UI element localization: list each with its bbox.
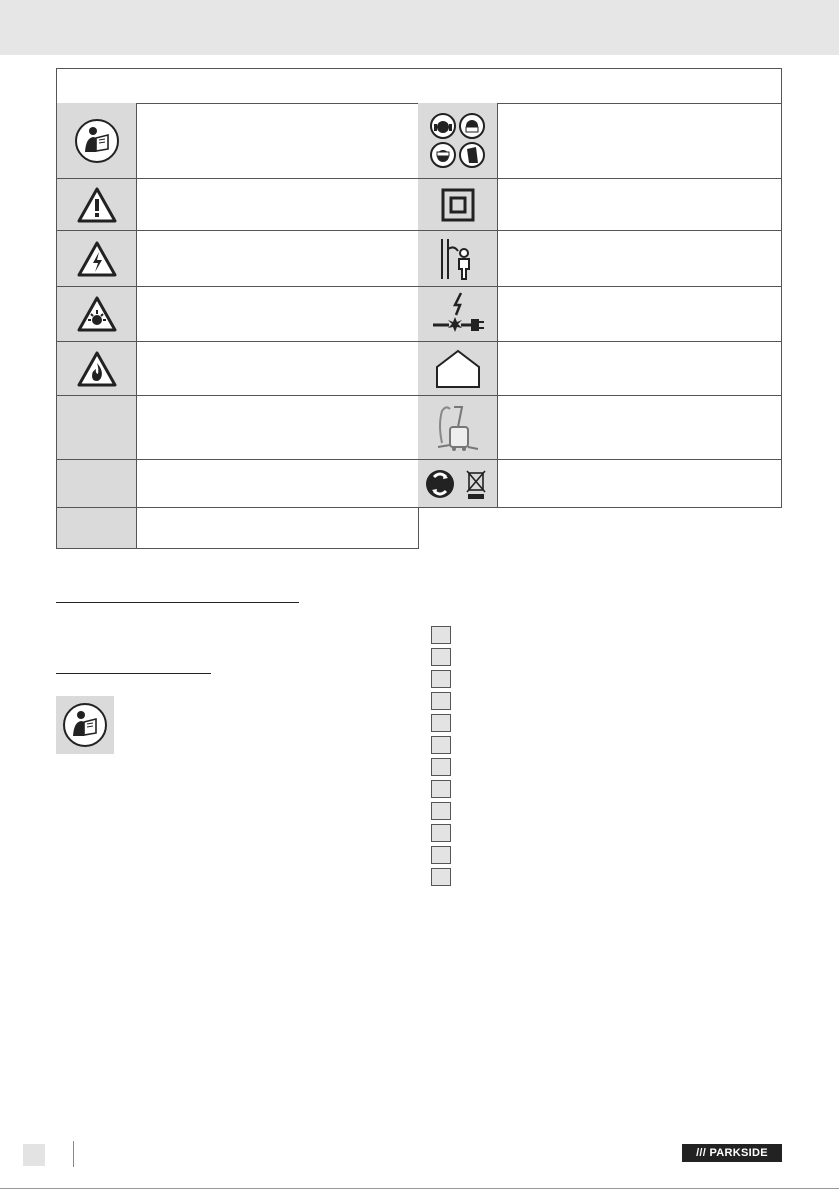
recycling-disposal-icon: [424, 467, 492, 501]
double-insulation-icon: [441, 188, 475, 222]
symbols-table: [56, 68, 782, 104]
icon-cell-recycling: [418, 460, 498, 508]
icon-cell-blank: [57, 508, 137, 549]
icon-cell-electric: [57, 231, 137, 287]
text-cell: [137, 231, 418, 287]
part-number-box: [431, 714, 451, 732]
text-cell: [498, 460, 781, 508]
text-cell: [498, 396, 781, 460]
explosion-warning-icon: [77, 296, 117, 332]
icon-cell-explosion: [57, 287, 137, 342]
fire-warning-icon: [77, 351, 117, 387]
part-number-box: [431, 648, 451, 666]
subsection-heading-underline: [56, 673, 211, 674]
page-number-box: [23, 1144, 45, 1166]
text-cell: [137, 103, 418, 179]
protective-equipment-icon: [428, 111, 488, 171]
text-cell: [137, 396, 418, 460]
part-number-box: [431, 824, 451, 842]
read-manual-icon: [74, 118, 120, 164]
keep-children-away-icon: [438, 237, 478, 281]
symbols-table-left: [56, 103, 419, 549]
part-number-box: [431, 846, 451, 864]
part-number-box: [431, 780, 451, 798]
icon-cell-damaged-cable: [418, 287, 498, 342]
icon-cell-children: [418, 231, 498, 287]
icon-cell-indoor: [418, 342, 498, 396]
icon-cell-fire: [57, 342, 137, 396]
part-number-box: [431, 758, 451, 776]
text-cell: [137, 508, 418, 549]
icon-cell-protective-equipment: [418, 103, 498, 179]
part-number-box: [431, 626, 451, 644]
text-cell: [498, 342, 781, 396]
icon-cell-vacuum: [418, 396, 498, 460]
icon-cell-blank: [57, 396, 137, 460]
part-number-box: [431, 670, 451, 688]
text-cell: [498, 103, 781, 179]
indoor-use-icon: [434, 349, 482, 389]
icon-cell-double-insulation: [418, 179, 498, 231]
part-number-box: [431, 802, 451, 820]
brand-logo: [682, 1144, 782, 1162]
footer-divider: [73, 1141, 74, 1167]
brand-logo-text: /// PARKSIDE: [696, 1147, 768, 1159]
read-manual-box: [56, 696, 114, 754]
text-cell: [498, 231, 781, 287]
warning-triangle-icon: [77, 187, 117, 223]
text-cell: [498, 179, 781, 231]
text-cell: [137, 179, 418, 231]
icon-cell-blank: [57, 460, 137, 508]
icon-cell-read-manual: [57, 103, 137, 179]
damaged-cable-icon: [431, 291, 485, 337]
part-number-box: [431, 692, 451, 710]
text-cell: [498, 287, 781, 342]
read-manual-icon: [62, 702, 108, 748]
vacuum-cleaner-icon: [436, 403, 480, 453]
text-cell: [137, 287, 418, 342]
text-cell: [137, 342, 418, 396]
part-number-box: [431, 868, 451, 886]
icon-cell-warning: [57, 179, 137, 231]
header-band: [0, 0, 839, 55]
text-cell: [137, 460, 418, 508]
symbols-table-right: [418, 103, 782, 508]
section-heading-underline: [56, 602, 299, 603]
part-number-box: [431, 736, 451, 754]
electric-shock-warning-icon: [77, 241, 117, 277]
footer-rule: [0, 1188, 839, 1189]
